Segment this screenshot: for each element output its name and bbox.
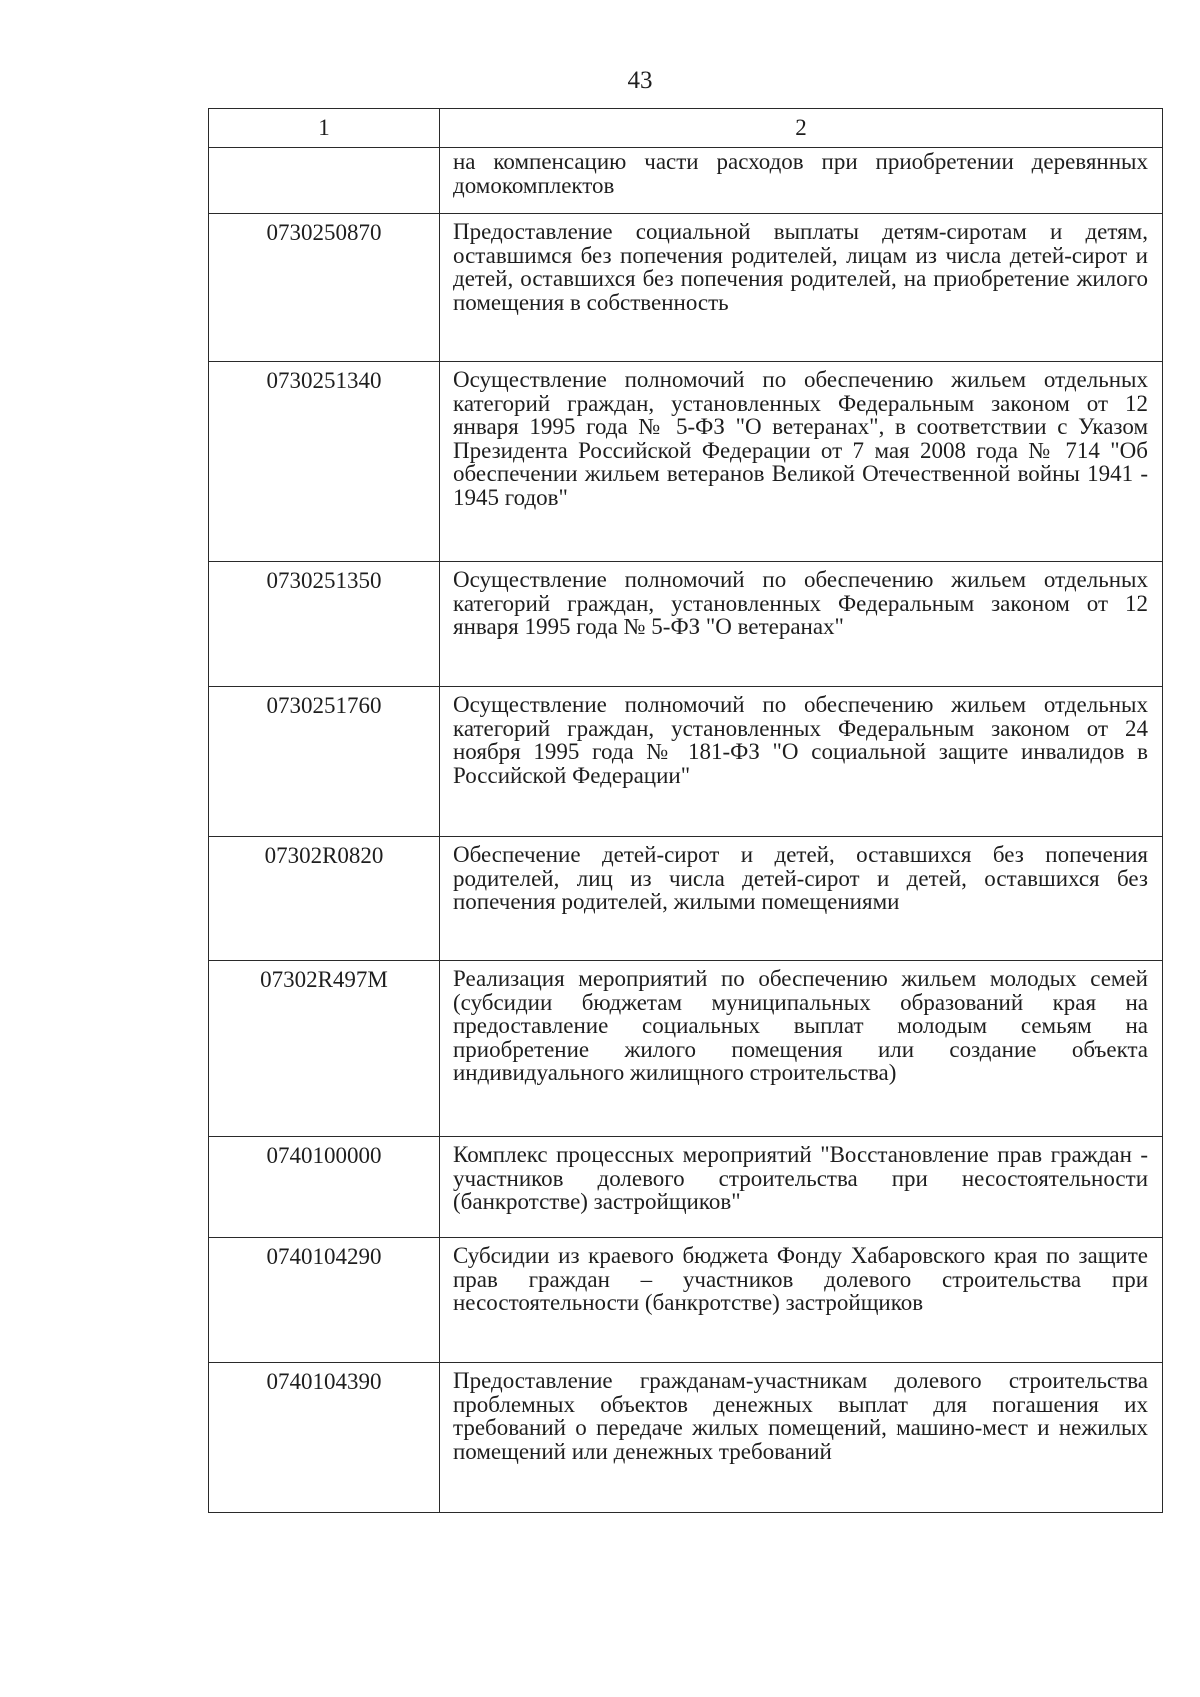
row-text: Комплекс процессных мероприятий "Восстановление прав граждан - участников долевого строительства при несостоятельности (банкротстве) застройщиков" xyxy=(440,1137,1163,1238)
column-header-code: 1 xyxy=(209,109,440,148)
row-text: на компенсацию части расходов при приобретении деревянных домокомплектов xyxy=(440,148,1163,214)
table-row xyxy=(209,1363,1163,1513)
table-row xyxy=(209,961,1163,1137)
row-text: Осуществление полномочий по обеспечению жильем отдельных категорий граждан, установленных Федеральным законом от 12 января 1995 года № 5-ФЗ "О ветеранах", в соответствии с Указом Президента Российской Федерации от 7 мая 2008 года № 714 "Об обеспечении жильем ветеранов Великой Отечественной войны 1941 - 1945 годов" xyxy=(440,362,1163,562)
table-row xyxy=(209,362,1163,562)
row-code: 0740100000 xyxy=(209,1137,440,1238)
table-row xyxy=(209,562,1163,687)
row-code: 0740104290 xyxy=(209,1238,440,1363)
table-row xyxy=(209,1137,1163,1238)
row-code: 0730250870 xyxy=(209,214,440,362)
column-header-name: 2 xyxy=(440,109,1163,148)
row-text: Предоставление гражданам-участникам долевого строительства проблемных объектов денежных выплат для погашения их требований о передаче жилых помещений, машино-мест и нежилых помещений или денежных требований xyxy=(440,1363,1163,1513)
row-code: 0740104390 xyxy=(209,1363,440,1513)
page-number: 43 xyxy=(627,67,653,94)
table-row xyxy=(209,1238,1163,1363)
classification-table xyxy=(208,108,1163,1513)
row-code: 0730251340 xyxy=(209,362,440,562)
row-code: 07302R0820 xyxy=(209,837,440,961)
table-row xyxy=(209,837,1163,961)
row-code: 0730251760 xyxy=(209,687,440,837)
row-text: Реализация мероприятий по обеспечению жильем молодых семей (субсидии бюджетам муниципальных образований края на предоставление социальных выплат молодым семьям на приобретение жилого помещения или создание объекта индивидуального жилищного строительства) xyxy=(440,961,1163,1137)
table-row xyxy=(209,148,1163,214)
row-text: Осуществление полномочий по обеспечению жильем отдельных категорий граждан, установленных Федеральным законом от 12 января 1995 года № 5-ФЗ "О ветеранах" xyxy=(440,562,1163,687)
row-code xyxy=(209,148,440,214)
table-row xyxy=(209,687,1163,837)
table-header-row xyxy=(209,109,1163,148)
row-text: Субсидии из краевого бюджета Фонду Хабаровского края по защите прав граждан – участников долевого строительства при несостоятельности (банкротстве) застройщиков xyxy=(440,1238,1163,1363)
row-text: Обеспечение детей-сирот и детей, оставшихся без попечения родителей, лиц из числа детей-сирот и детей, оставшихся без попечения родителей, жилыми помещениями xyxy=(440,837,1163,961)
row-code: 0730251350 xyxy=(209,562,440,687)
row-text: Осуществление полномочий по обеспечению жильем отдельных категорий граждан, установленных Федеральным законом от 24 ноября 1995 года № 181-ФЗ "О социальной защите инвалидов в Российской Федерации" xyxy=(440,687,1163,837)
row-code: 07302R497M xyxy=(209,961,440,1137)
row-text: Предоставление социальной выплаты детям-сиротам и детям, оставшимся без попечения родителей, лицам из числа детей-сирот и детей, оставшихся без попечения родителей, на приобретение жилого помещения в собственность xyxy=(440,214,1163,362)
table-row xyxy=(209,214,1163,362)
